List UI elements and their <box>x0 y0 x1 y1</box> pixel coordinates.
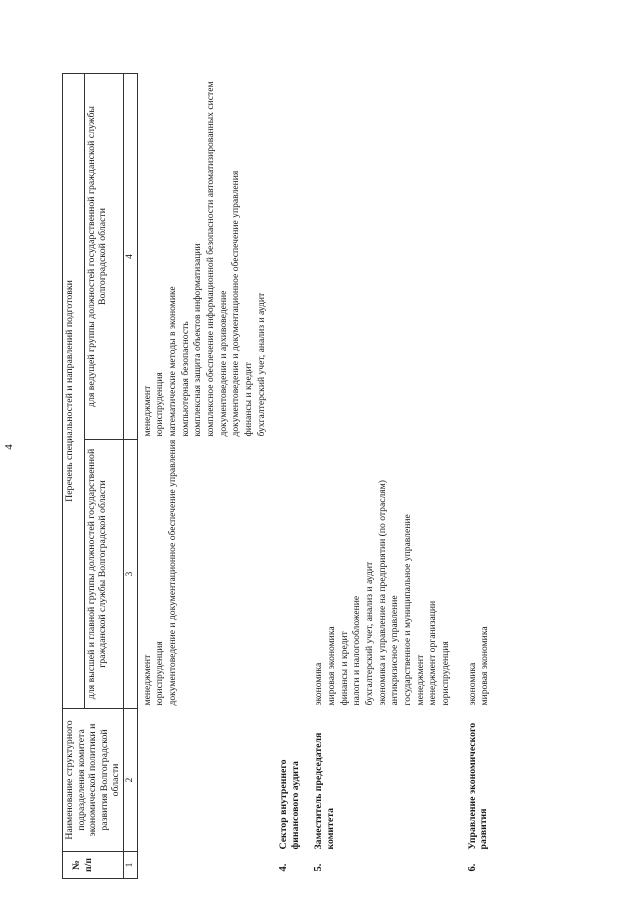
column-number: 2 <box>123 709 137 852</box>
list-item: документоведение и документационное обеспечение управления <box>167 439 179 706</box>
list-item: налоги и налогообложение <box>351 595 363 706</box>
list-item: финансы и кредит <box>243 362 255 437</box>
list-item: компьютерная безопасность <box>179 321 191 437</box>
header-no: № п/п <box>63 852 124 879</box>
table-row <box>301 73 452 878</box>
specialty-list <box>138 73 269 439</box>
specialty-list <box>301 440 452 709</box>
header-specialties-group: Перечень специальностей и направлений подготовки <box>63 73 85 708</box>
column-number: 3 <box>123 440 137 709</box>
list-item: бухгалтерский учет, анализ и аудит <box>364 561 376 706</box>
list-item: экономика <box>466 662 478 706</box>
header-row <box>63 73 85 878</box>
row-number: 4. <box>278 863 290 872</box>
list-item: антикризисное управление <box>389 595 401 706</box>
list-item: юриспруденция <box>440 641 452 706</box>
column-number: 1 <box>123 852 137 879</box>
header-higher-group: для высшей и главной группы должностей государственной гражданской службы Волгоградской области <box>84 440 123 709</box>
list-item: мировая экономика <box>479 626 491 706</box>
list-item: мировая экономика <box>326 626 338 706</box>
row-number: 5. <box>313 863 325 872</box>
specialties-table <box>62 73 492 879</box>
list-item: менеджмент <box>141 385 153 437</box>
list-item: комплексная защита объектов информатизации <box>192 243 204 437</box>
header-leading-group: для ведущей группы должностей государственной гражданской службы Волгоградской области <box>84 73 123 439</box>
list-item: документоведение и архивоведение <box>217 290 229 437</box>
list-item: юриспруденция <box>154 641 166 706</box>
page-number: 4 <box>3 444 15 450</box>
list-item: комплексное обеспечение информационной безопасности автоматизированных систем <box>205 81 217 437</box>
department-name: Заместитель председателя комитета <box>313 732 337 850</box>
list-item: менеджмент организации <box>427 600 439 706</box>
list-item: юриспруденция <box>154 372 166 437</box>
department-name: Управление экономического развития <box>466 722 490 850</box>
specialty-list <box>138 440 180 709</box>
list-item: математические методы в экономике <box>167 286 179 437</box>
list-item: менеджмент <box>141 654 153 706</box>
row-number: 6. <box>466 863 478 872</box>
list-item: финансы и кредит <box>338 631 350 706</box>
table-row <box>453 73 492 878</box>
list-item: менеджмент <box>414 654 426 706</box>
list-item: государственное и муниципальное управление <box>402 514 414 706</box>
list-item: экономика и управление на предприятии (по отраслям) <box>376 480 388 706</box>
column-numbers-row <box>123 73 137 878</box>
list-item: экономика <box>313 662 325 706</box>
header-department: Наименование структурного подразделения комитета экономической политики и развития Волгоградской области <box>63 709 124 852</box>
table-row <box>137 73 268 878</box>
table-row <box>268 73 301 878</box>
specialty-list <box>453 440 492 709</box>
department-name: Сектор внутреннего финансового аудита <box>278 759 301 850</box>
column-number: 4 <box>123 73 137 439</box>
list-item: бухгалтерский учет, анализ и аудит <box>255 292 267 437</box>
list-item: документоведение и документационное обеспечение управления <box>230 170 242 437</box>
